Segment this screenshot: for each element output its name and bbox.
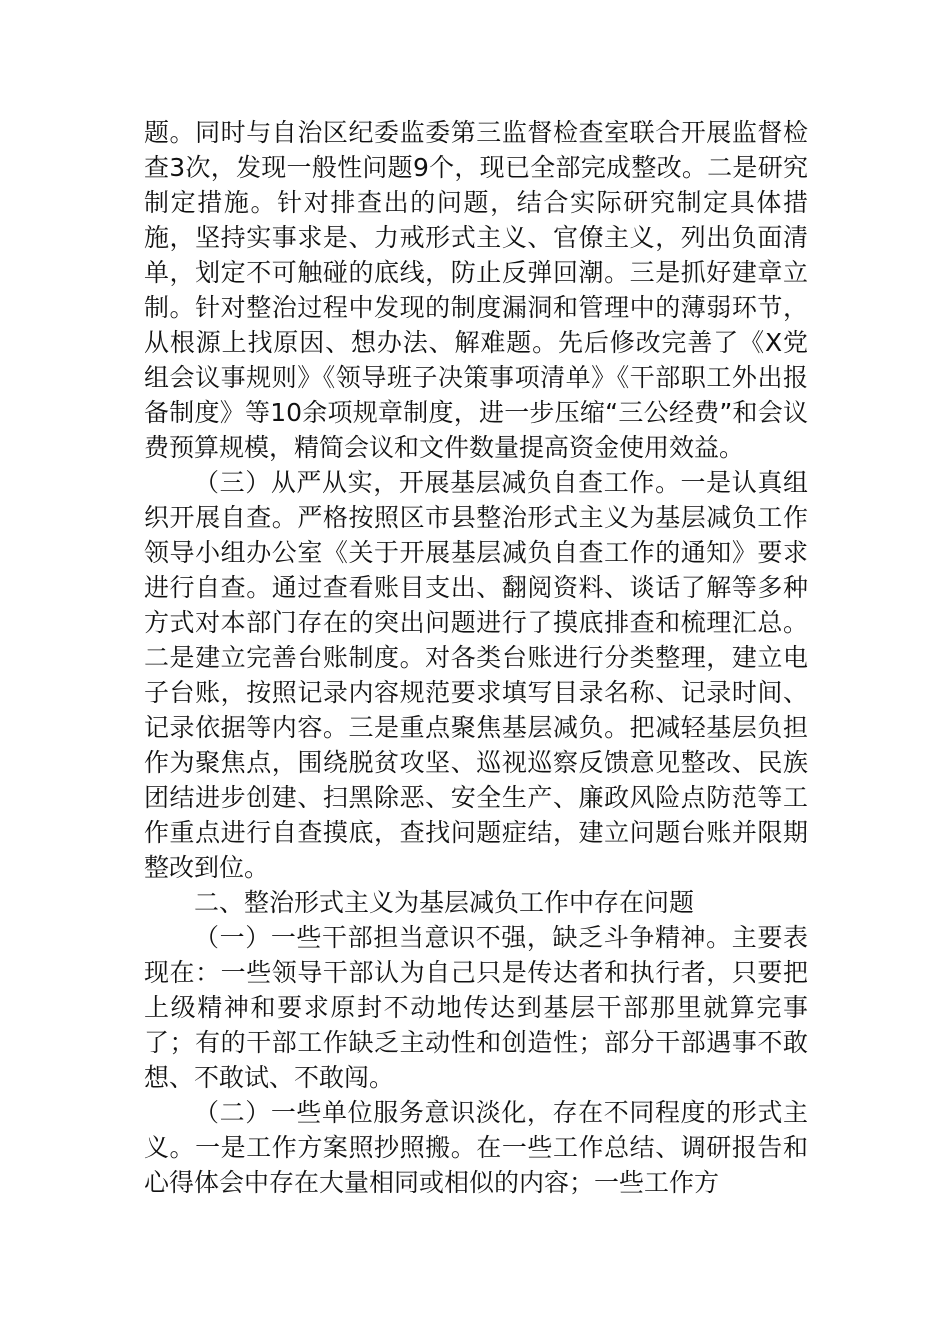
paragraph-section-three: （三）从严从实，开展基层减负自查工作。一是认真组织开展自查。严格按照区市县整治形式主义为基层减负工作领导小组办公室《关于开展基层减负自查工作的通知》要求进行自查。通过查看账目支出、翻阅资料、谈话了解等多种方式对本部门存在的突出问题进行了摸底排查和梳理汇总。二是建立完善台账制度。对各类台账进行分类整理，建立电子台账，按照记录内容规范要求填写目录名称、记录时间、记录依据等内容。三是重点聚焦基层减负。把减轻基层负担作为聚焦点，围绕脱贫攻坚、巡视巡察反馈意见整改、民族团结进步创建、扫黑除恶、安全生产、廉政风险点防范等工作重点进行自查摸底，查找问题症结，建立问题台账并限期整改到位。 <box>144 468 808 882</box>
paragraph-continuation: 题。同时与自治区纪委监委第三监督检查室联合开展监督检查3次，发现一般性问题9个，现已全部完成整改。二是研究制定措施。针对排查出的问题，结合实际研究制定具体措施，坚持实事求是、力戒形式主义、官僚主义，列出负面清单，划定不可触碰的底线，防止反弹回潮。三是抓好建章立制。针对整治过程中发现的制度漏洞和管理中的薄弱环节，从根源上找原因、想办法、解难题。先后修改完善了《X党组会议事规则》《领导班子决策事项清单》《干部职工外出报备制度》等10余项规章制度，进一步压缩“三公经费”和会议费预算规模，精简会议和文件数量提高资金使用效益。 <box>144 118 808 462</box>
paragraph-problem-one: （一）一些干部担当意识不强，缺乏斗争精神。主要表现在：一些领导干部认为自己只是传达者和执行者，只要把上级精神和要求原封不动地传达到基层干部那里就算完事了；有的干部工作缺乏主动性和创造性；部分干部遇事不敢想、不敢试、不敢闯。 <box>144 923 808 1092</box>
section-heading-problems: 二、整治形式主义为基层减负工作中存在问题 <box>194 888 695 917</box>
paragraph-problem-two: （二）一些单位服务意识淡化，存在不同程度的形式主义。一是工作方案照抄照搬。在一些工作总结、调研报告和心得体会中存在大量相同或相似的内容；一些工作方 <box>144 1098 808 1197</box>
document-body <box>144 115 808 1200</box>
